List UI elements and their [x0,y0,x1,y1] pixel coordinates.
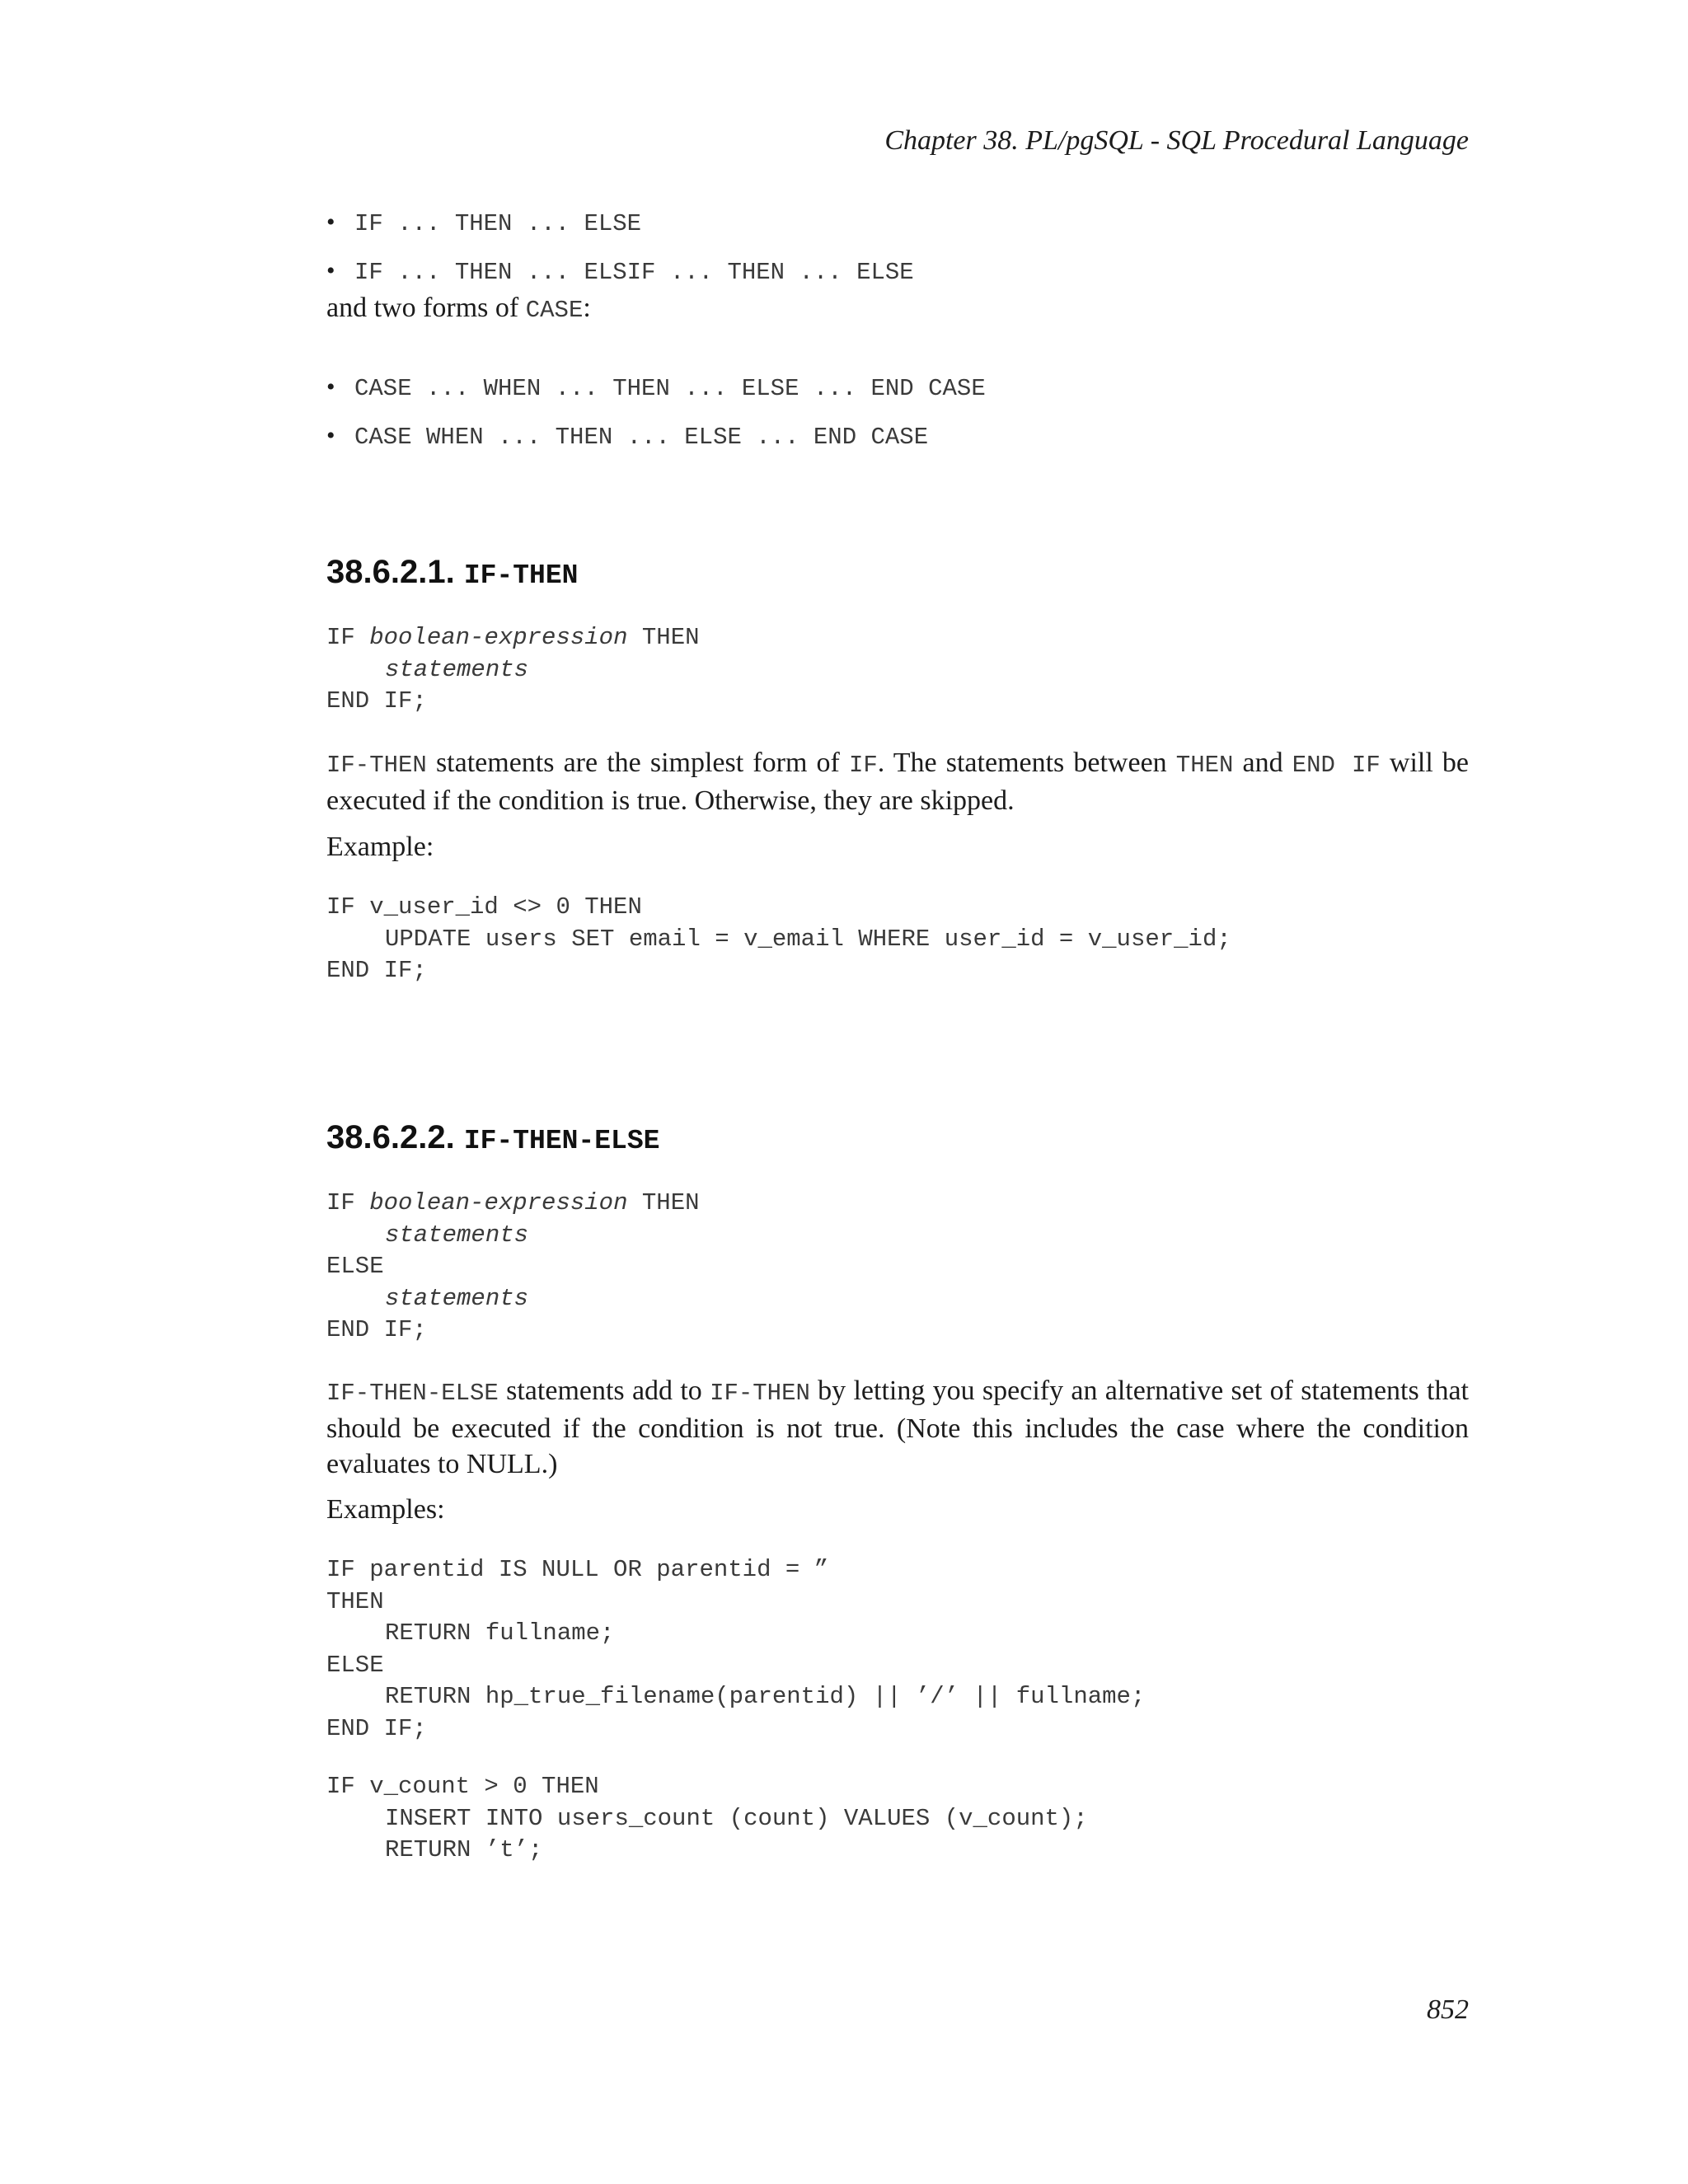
page-number: 852 [1427,1994,1469,2025]
examples-code-block [326,1554,1145,1867]
code-line: statements [385,1284,529,1312]
syntax-block-if-then-else [326,1188,700,1347]
code-line: IF parentid IS NULL OR parentid = ” [326,1556,829,1583]
code-line: ELSE [326,1253,384,1280]
example-label: Example: [326,832,434,862]
code-line: IF v_user_id <> 0 THEN [326,893,642,921]
section-heading-if-then-else: 38.6.2.2. IF-THEN-ELSE [326,1119,660,1156]
code-line: THEN [326,1587,384,1615]
if-then-description: IF-THEN statements are the simplest form of IF. The statements between THEN and END IF will be executed if the condition is true. Otherwise, they are skipped. [326,748,1470,816]
list-item: • CASE ... WHEN ... THEN ... ELSE ... END CASE [326,363,986,411]
list-item: • IF ... THEN ... ELSE [326,198,914,246]
running-header: Chapter 38. PL/pgSQL - SQL Procedural Language [884,125,1469,156]
code-line: IF boolean-expression THEN [326,1189,700,1216]
example-code-block [326,892,1231,987]
bullet-icon: • [326,257,335,284]
code-line: statements [385,1221,529,1249]
code-line: ELSE [326,1651,384,1679]
code-line: RETURN fullname; [385,1619,615,1647]
code-line: INSERT INTO users_count (count) VALUES (v_count); [385,1804,1088,1832]
code-line: RETURN ’t’; [385,1836,543,1863]
code-line: IF boolean-expression THEN [326,624,700,651]
code-line: UPDATE users SET email = v_email WHERE user_id = v_user_id; [385,925,1231,953]
list-item: • CASE WHEN ... THEN ... ELSE ... END CASE [326,411,986,460]
bullet-icon: • [326,422,335,449]
code-line: END IF; [326,1316,427,1343]
code-line: statements [385,655,529,683]
bullet-icon: • [326,373,335,401]
examples-label: Examples: [326,1494,445,1525]
code-line: END IF; [326,957,427,984]
code-line: RETURN hp_true_filename(parentid) || ’/’ || fullname; [385,1683,1146,1710]
case-forms-list [326,363,986,460]
code-line: END IF; [326,687,427,715]
syntax-block-if-then [326,622,700,718]
code-line: END IF; [326,1714,427,1742]
section-heading-if-then: 38.6.2.1. IF-THEN [326,554,579,591]
list-item: • IF ... THEN ... ELSIF ... THEN ... ELSE [326,246,914,295]
if-then-else-description: IF-THEN-ELSE statements add to IF-THEN by letting you specify an alternative set of statements that should be executed if the condition is not true. (Note this includes the case where the condition evaluates to NULL.) [326,1376,1469,1479]
code-line: IF v_count > 0 THEN [326,1773,599,1800]
bullet-icon: • [326,209,335,236]
if-forms-list [326,198,914,295]
case-intro-paragraph: and two forms of CASE: [326,293,591,324]
